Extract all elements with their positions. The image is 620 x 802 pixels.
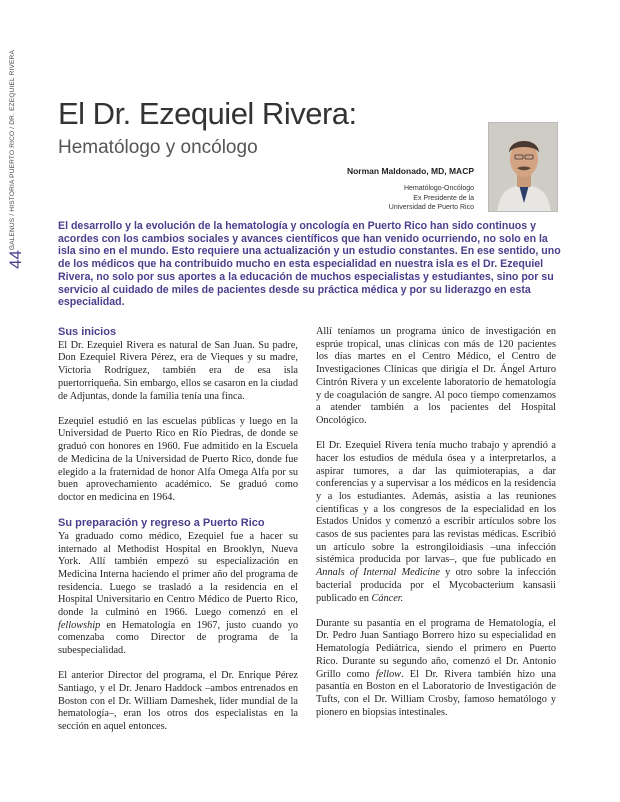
author-role-line: Universidad de Puerto Rico <box>388 204 474 211</box>
emphasis: Cáncer. <box>371 592 404 604</box>
body-paragraph: El Dr. Ezequiel Rivera es natural de San Juan. Su padre, Don Ezequiel Rivera Pérez, era de Vieques y su madre, Victoria Rodríguez, también era de esa isla puertorriqueña. Sin embargo, ellos se casaron en la ciudad de Adjuntas, donde la familia tenía una finca. <box>58 339 298 402</box>
author-role-line: Hematólogo-Oncólogo <box>403 185 474 192</box>
author-role-line: Ex Presidente de la <box>413 194 474 202</box>
author-name: Norman Maldonado, MD, MACP <box>346 166 474 176</box>
section-heading: Sus inicios <box>58 326 117 338</box>
emphasis: Annals of Internal Medicine <box>316 567 440 579</box>
body-paragraph <box>58 531 298 658</box>
article-subtitle: Hematólogo y oncólogo <box>58 137 258 158</box>
body-paragraph: Allí teníamos un programa único de investigación en esprúe tropical, unas clínicas con más de 120 pacientes los días martes en el Centro Médico, el Centro de Investigaciones Clínicas que dirigía el Dr. Ángel Arturo Cintrón Rivera y un excelente laboratorio de hematología y de coagulación de sangre. Al poco tiempo comenzamos a atender también a los pacientes del Hospital Oncológico. <box>316 326 556 426</box>
body-paragraph <box>316 618 556 720</box>
author-role <box>389 184 474 213</box>
emphasis: fellow <box>375 668 402 680</box>
text-run: Durante su pasantía en el programa de Hematología, el Dr. Pedro Juan Santiago Borrero hizo su especialidad en Hematología Pediátrica, siendo el primero en Puerto Rico. Durante su segundo año, comenzó el Dr. Antonio Grillo como <box>316 617 556 680</box>
body-paragraph: Ezequiel estudió en las escuelas públicas y luego en la Universidad de Puerto Rico en Río Piedras, de donde se graduó con honores en 1960. Fue admitido en la Escuela de Medicina de la Universidad de Puerto Rico, donde fue elegido a la fraternidad de honor Alfa Omega Alfa por su buen aprovechamiento académico. Se graduó como doctor en medicina en 1964. <box>58 415 298 503</box>
body-paragraph: El anterior Director del programa, el Dr. Enrique Pérez Santiago, y el Dr. Jenaro Haddock –ambos entrenados en Boston con el Dr. William Dameshek, líder mundial de la hematología–, eran los otros dos especialistas en la sección en aquel entonces. <box>58 670 298 733</box>
text-run: en Hematología en 1967, justo cuando yo comenzaba como Director de programa de la subespecialidad. <box>58 619 298 657</box>
body-paragraph <box>316 440 556 605</box>
right-column <box>316 326 556 732</box>
author-photo <box>488 122 558 212</box>
running-head: GALENUS / HISTORIA PUERTO RICO / DR. EZEQUIEL RIVERA <box>9 50 16 251</box>
text-run: Ya graduado como médico, Ezequiel fue a hacer su internado al Methodist Hospital en Brooklyn, Nueva York. Allí también empezó su especialización en Medicina Interna haciendo el primer año del programa de residencia. Luego se trasladó a la residencia en el Hospital Universitario en Centro Médico de Puerto Rico, donde la culminó en 1966. Luego comenzó en el <box>58 530 298 619</box>
text-run: . El Dr. Rivera también hizo una pasantía en Boston en el Laboratorio de Investigación de Tufts, con el Dr. William Crosby, famoso hematólogo y pionero en biopsias intestinales. <box>316 668 556 718</box>
sidebar <box>0 0 30 802</box>
left-column <box>58 326 298 746</box>
text-run: El Dr. Ezequiel Rivera tenía mucho trabajo y aprendió a hacer los estudios de médula ósea y a interpretarlos, a aspirar tumores, a dar las quimioterapias, a dar conferencias y a supervisar a los médicos en la residencia y a los estudiantes. Además, asistía a las reuniones científicas y a los congresos de la especialidad en los Estados Unidos y comenzó a escribir artículos sobre los casos de sus pacientes para las revistas médicas. Escribió un artículo sobre la estrongiloidiasis –una infección sistémica producida por larvas–, que fue publicado en <box>316 440 556 566</box>
article-title: El Dr. Ezequiel Rivera: <box>58 96 357 131</box>
emphasis: fellowship <box>58 619 101 631</box>
lead-paragraph: El desarrollo y la evolución de la hematología y oncología en Puerto Rico han sido continuos y acordes con los cambios sociales y avances científicos que han venido ocurriendo, no solo en la isla sino en el mundo. Esto requiere una actualización y un estudio constantes. En ese sentido, uno de los médicos que ha contribuido mucho en esta especialidad en nuestra isla es el Dr. Ezequiel Rivera, no solo por sus aportes a la educación de muchos especialistas y estudiantes, sino por su servicio al cuidado de miles de pacientes desde su práctica médica y por su liderazgo en esta especialidad. <box>58 220 561 309</box>
text-run: y otro sobre la infección bacterial producida por el Mycobacterium kansasii publicado en <box>316 567 556 604</box>
section-heading: Su preparación y regreso a Puerto Rico <box>58 517 265 530</box>
page-number: 44 <box>6 250 25 269</box>
